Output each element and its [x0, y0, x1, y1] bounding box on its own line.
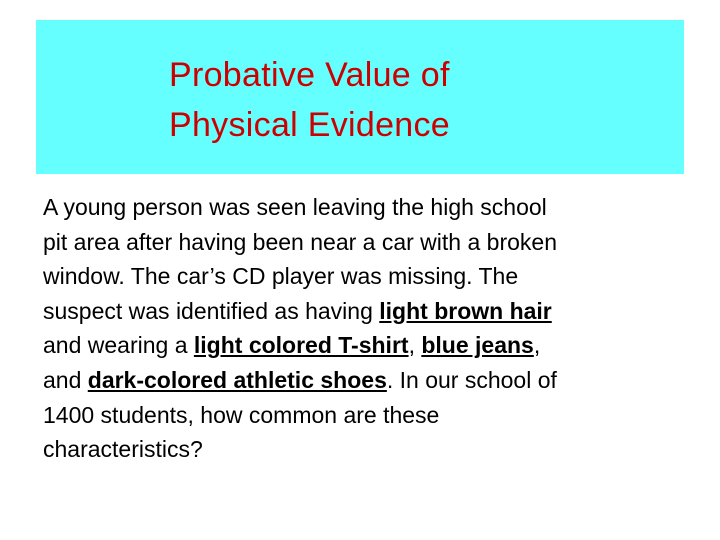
body-line-7: 1400 students, how common are these — [43, 401, 440, 428]
title-banner — [36, 20, 684, 174]
body-text-segment: and — [43, 366, 88, 393]
body-line-4 — [43, 294, 693, 329]
highlight-jeans: blue jeans — [421, 332, 534, 359]
body-text-segment: , — [408, 332, 422, 359]
slide-title-line-2: Physical Evidence — [169, 106, 451, 144]
slide-body-paragraph — [43, 190, 693, 467]
body-line-1: A young person was seen leaving the high school — [43, 194, 547, 220]
slide-title-line-1: Probative Value of — [169, 56, 450, 94]
highlight-shoes: dark-colored athletic shoes — [87, 366, 387, 393]
body-text-segment: . In our school of — [386, 366, 557, 393]
body-line-5 — [43, 328, 693, 363]
body-line-6 — [43, 363, 693, 398]
body-line-3: window. The car’s CD player was missing. The — [43, 263, 519, 290]
highlight-hair: light brown hair — [379, 297, 552, 324]
body-text-segment: and wearing a — [43, 332, 194, 359]
slide-title — [169, 50, 450, 150]
body-text-segment: , — [533, 332, 541, 359]
highlight-tshirt: light colored T-shirt — [193, 332, 409, 359]
body-line-2: pit area after having been near a car with a broken — [43, 228, 557, 255]
body-text-segment: suspect was identified as having — [43, 297, 380, 324]
body-line-8: characteristics? — [43, 436, 203, 463]
